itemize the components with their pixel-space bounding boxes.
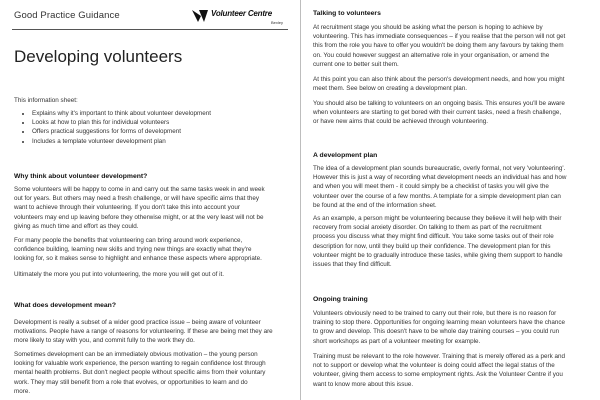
paragraph-plan-1: The idea of a development plan sounds bureaucratic, overly formal, not very 'volunteering'. However this is just a way of recording what development needs an individual has and how and when you will meet them - it could simply be a checklist of tasks you will give the volunteer over the course of a few months. A template for a simple development plan can be found at the end of the information sheet. [313, 165, 567, 209]
paragraph-development-1: Development is really a subset of a wider good practice issue – being aware of volunteer motivations. People have a range of reasons for volunteering. If these are being met they are more likely to stay with you, and commit fully to the work they do. [14, 319, 273, 345]
bullet-item: • Includes a template volunteer development plan [32, 137, 211, 146]
right-page [300, 0, 600, 400]
header-title: Good Practice Guidance [14, 10, 120, 21]
paragraph-why-2: For many people the benefits that volunteering can bring around work experience, confidence building, learning new skills and trying new things are exactly what they're looking for, so it makes sense to highlight and enhance these aspects where appropriate. [14, 237, 262, 263]
section-heading-training: Ongoing training [313, 296, 368, 303]
bullet-item: • Looks at how to plan this for individual volunteers [32, 118, 211, 127]
paragraph-development-2: Sometimes development can be an immediately obvious motivation – the young person looking for valuable work experience, the person wanting to regain confidence lost through mental health problems. But don't neglect people without specific aims from their voluntary work. They may still benefit from a role that evolves, or opportunities to learn and do more. [14, 351, 266, 395]
paragraph-training-1: Volunteers obviously need to be trained to carry out their role, but there is no reason for training to stop there. Opportunities for ongoing learning mean volunteers have the chance to grow and develop. This doesn't have to be whole day training courses – you could run short workshops as part of a volunteer meeting for example. [313, 310, 566, 345]
header-divider [12, 29, 288, 30]
paragraph-talking-1: At recruitment stage you should be asking what the person is hoping to achieve by volunteering. This has immediate consequences – if you realise that the person will not get this from the role you have to offer you wouldn't be doing them any favours by taking them on. You could however suggest an alternative role in your organisation, or amend the current one to better suit them. [313, 24, 566, 68]
logo-subtext: Bexley [270, 20, 283, 25]
paragraph-training-2: Training must be relevant to the role however. Training that is merely offered as a perk and not to support or develop what the volunteer is doing could affect the legal status of the volunteer, giving them access to some employment rights. Ask the Volunteer Centre if you want to know more about this issue. [313, 353, 566, 388]
section-heading-plan: A development plan [313, 152, 378, 159]
volunteer-centre-logo [191, 7, 287, 29]
bullet-item: • Explains why it's important to think about volunteer development [32, 109, 211, 118]
section-heading-why: Why think about volunteer development? [14, 173, 148, 180]
paragraph-talking-3: You should also be talking to volunteers on an ongoing basis. This ensures you'll be aware when volunteers are starting to get bored with their current tasks, need a fresh challenge, or have new aims that could be achieved through volunteering. [313, 100, 565, 126]
page-title: Developing volunteers [14, 47, 183, 66]
logo-text: Volunteer Centre [211, 9, 272, 18]
paragraph-talking-2: At this point you can also think about the person's development needs, and how you might meet them. See below on creating a development plan. [313, 76, 565, 93]
section-heading-development: What does development mean? [14, 302, 116, 309]
bullet-item: • Offers practical suggestions for forms of development [32, 127, 211, 136]
section-heading-talking: Talking to volunteers [313, 10, 381, 17]
bullet-list [14, 109, 211, 146]
logo-mark-icon [191, 8, 209, 24]
paragraph-why-3: Ultimately the more you put into volunteering, the more you will get out of it. [14, 271, 225, 278]
paragraph-why-1: Some volunteers will be happy to come in and carry out the same tasks week in and week out for years. But others may need a fresh challenge, or will have specific aims that they want to achieve through their volunteering. If you don't take this into account your volunteers may end up leaving before they otherwise might, or at the very least will not be giving as much time and effort as they could. [14, 186, 265, 230]
intro-text: This information sheet: [14, 97, 78, 104]
page-header [0, 0, 299, 34]
paragraph-plan-2: As an example, a person might be volunteering because they believe it will help with their recovery from social anxiety disorder. On talking to them as part of the recruitment process you discuss what they might find difficult. You take some tasks out of their role description for now, until they build up their confidence. The development plan for this volunteer might be to gradually introduce these tasks, while giving them support to handle issues that they find difficult. [313, 215, 563, 269]
